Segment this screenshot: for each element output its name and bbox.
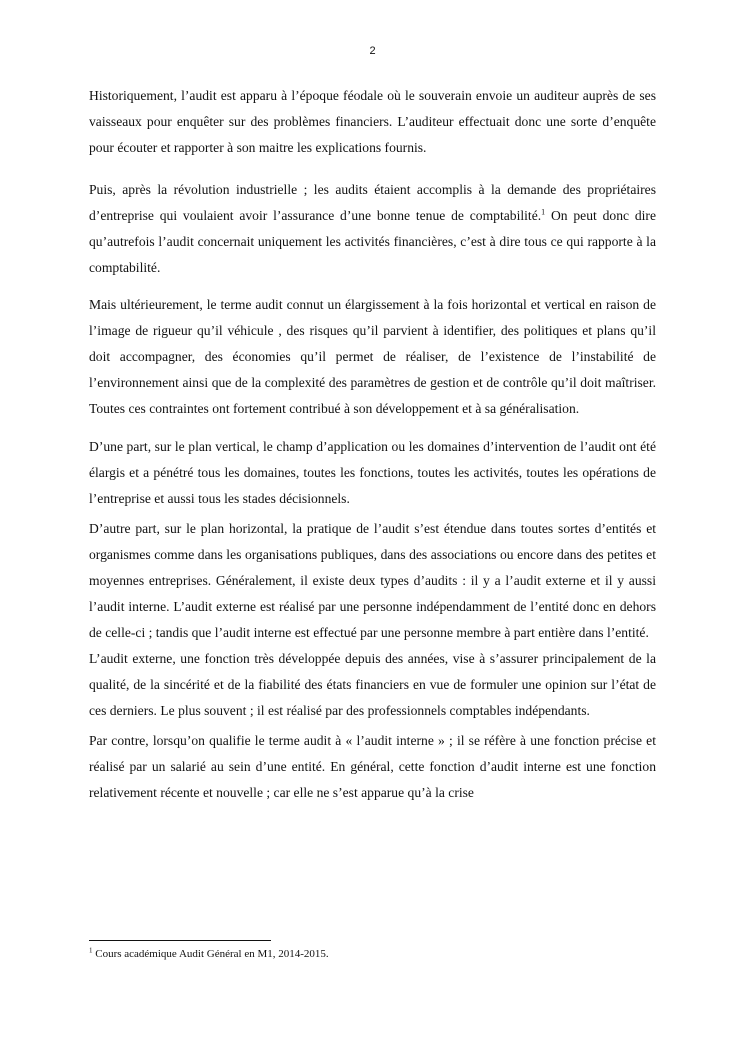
paragraph-text: Puis, après la révolution industrielle ; les audits étaient accomplis à la demande des propriétaires d’entreprise qui voulaient avoir l’assurance d’une bonne tenue de comptabilité.: [89, 182, 656, 223]
body-text: [89, 83, 656, 806]
footnote-separator: [89, 940, 271, 941]
footnote-text: Cours académique Audit Général en M1, 2014-2015.: [92, 948, 329, 960]
paragraph-plan-vertical: D’une part, sur le plan vertical, le champ d’application ou les domaines d’intervention de l’audit ont été élargis et a pénétré tous les domaines, toutes les fonctions, toutes les activités, toutes les opérations de l’entreprise et aussi tous les stades décisionnels.: [89, 439, 656, 506]
page-number: 2: [369, 45, 376, 57]
paragraph-text: On peut donc dire qu’autrefois l’audit concernait uniquement les activités financières, c’est à dire tous ce qui rapporte à la comptabilité.: [89, 208, 656, 275]
paragraph-historique: Historiquement, l’audit est apparu à l’époque féodale où le souverain envoie un auditeur auprès de ses vaisseaux pour enquêter sur des problèmes financiers. L’auditeur effectuait donc une sorte d’enquête pour écouter et rapporter à son maitre les explications fournis.: [89, 88, 656, 155]
footnote: [89, 947, 329, 961]
paragraph-revolution-industrielle: [89, 177, 656, 281]
paragraph-audit-interne: Par contre, lorsqu’on qualifie le terme audit à « l’audit interne » ; il se réfère à une fonction précise et réalisé par un salarié au sein d’une entité. En général, cette fonction d’audit interne est une fonction relativement récente et nouvelle ; car elle ne s’est apparue qu’à la crise: [89, 733, 656, 800]
footnote-reference: 1: [541, 207, 546, 217]
paragraph-plan-horizontal: D’autre part, sur le plan horizontal, la pratique de l’audit s’est étendue dans toutes sortes d’entités et organismes comme dans les organisations publiques, dans des associations ou encore dans des petites et moyennes entreprises. Généralement, il existe deux types d’audits : il y a l’audit externe et il y aussi l’audit interne. L’audit externe est réalisé par une personne indépendamment de l’entité donc en dehors de celle-ci ; tandis que l’audit interne est effectué par une personne membre à part entière dans l’entité.: [89, 521, 656, 640]
paragraph-audit-externe: L’audit externe, une fonction très développée depuis des années, vise à s’assurer principalement de la qualité, de la sincérité et de la fiabilité des états financiers en vue de formuler une opinion sur l’état de ces derniers. Le plus souvent ; il est réalisé par des professionnels comptables indépendants.: [89, 651, 656, 718]
paragraph-elargissement: Mais ultérieurement, le terme audit connut un élargissement à la fois horizontal et vertical en raison de l’image de rigueur qu’il véhicule , des risques qu’il parvient à identifier, des politiques et plans qu’il doit accompagner, des économies qu’il permet de réaliser, de l’existence de l’instabilité de l’environnement ainsi que de la complexité des paramètres de gestion et de contrôle qu’il doit maîtriser. Toutes ces contraintes ont fortement contribué à son développement et à sa généralisation.: [89, 297, 656, 416]
footnote-number: 1: [89, 946, 93, 955]
